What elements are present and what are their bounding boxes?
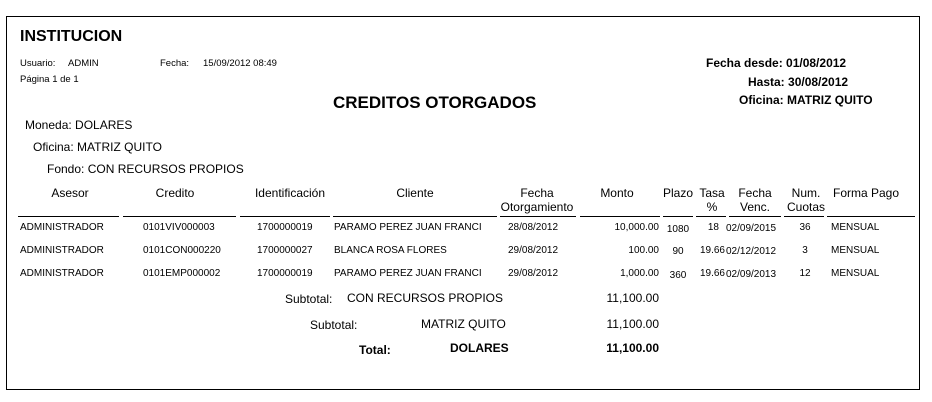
cell-installments: 3 — [802, 245, 808, 256]
cell-client: PARAMO PEREZ JUAN FRANCI — [334, 268, 482, 279]
cell-rate: 18 — [707, 222, 719, 233]
col-amount: Monto — [600, 186, 634, 200]
subtotal-fund-label: Subtotal: — [285, 292, 333, 306]
header-rule — [729, 216, 781, 217]
col-rate: Tasa % — [699, 186, 725, 214]
cell-identification: 1700000019 — [257, 268, 313, 279]
col-installments: Num. Cuotas — [786, 186, 826, 214]
header-rule — [333, 216, 497, 217]
header-rule — [580, 216, 660, 217]
cell-amount: 1,000.00 — [620, 268, 659, 279]
from-date: Fecha desde: 01/08/2012 — [706, 56, 847, 70]
cell-advisor: ADMINISTRADOR — [20, 245, 104, 256]
header-rule — [500, 216, 576, 217]
header-rule — [696, 216, 726, 217]
report-frame — [6, 16, 920, 390]
cell-amount: 10,000.00 — [614, 222, 659, 233]
date-label: Fecha: — [160, 58, 190, 69]
cell-grant-date: 28/08/2012 — [508, 222, 559, 233]
cell-rate: 19.66 — [699, 245, 725, 256]
cell-rate: 19.66 — [699, 268, 725, 279]
subtotal-office-name: MATRIZ QUITO — [421, 317, 506, 331]
cell-advisor: ADMINISTRADOR — [20, 222, 104, 233]
office-filter: Oficina: MATRIZ QUITO — [739, 93, 873, 107]
header-rule — [784, 216, 824, 217]
cell-payment: MENSUAL — [831, 222, 880, 233]
cell-client: BLANCA ROSA FLORES — [334, 245, 447, 256]
total-label: Total: — [359, 343, 391, 357]
currency-group: Moneda: DOLARES — [25, 118, 133, 132]
col-payment: Forma Pago — [832, 186, 900, 200]
cell-installments: 36 — [799, 222, 811, 233]
cell-identification: 1700000027 — [257, 245, 313, 256]
cell-credit: 0101VIV000003 — [143, 222, 215, 233]
office-group: Oficina: MATRIZ QUITO — [33, 140, 162, 154]
cell-due-date: 02/09/2015 — [726, 223, 777, 234]
report-title: CREDITOS OTORGADOS — [333, 93, 537, 112]
cell-payment: MENSUAL — [831, 268, 880, 279]
cell-credit: 0101CON000220 — [143, 245, 221, 256]
col-term: Plazo — [662, 186, 694, 200]
cell-payment: MENSUAL — [831, 245, 880, 256]
user-label: Usuario: — [20, 58, 56, 69]
header-rule — [123, 216, 236, 217]
col-due-date: Fecha Venc. — [738, 186, 772, 214]
user-value: ADMIN — [68, 58, 99, 69]
fund-group: Fondo: CON RECURSOS PROPIOS — [47, 162, 244, 176]
subtotal-office-label: Subtotal: — [310, 318, 358, 332]
cell-credit: 0101EMP000002 — [143, 268, 221, 279]
cell-installments: 12 — [799, 268, 811, 279]
cell-grant-date: 29/08/2012 — [508, 245, 559, 256]
subtotal-fund-value: 11,100.00 — [606, 291, 659, 305]
cell-advisor: ADMINISTRADOR — [20, 268, 104, 279]
col-identification: Identificación — [254, 186, 326, 200]
cell-due-date: 02/09/2013 — [726, 269, 777, 280]
total-value: 11,100.00 — [606, 341, 659, 355]
header-rule — [663, 216, 693, 217]
col-client: Cliente — [396, 186, 434, 200]
cell-identification: 1700000019 — [257, 222, 313, 233]
page-indicator: Página 1 de 1 — [20, 74, 79, 85]
total-name: DOLARES — [450, 341, 509, 355]
cell-grant-date: 29/08/2012 — [508, 268, 559, 279]
date-value: 15/09/2012 08:49 — [203, 58, 277, 69]
header-rule — [827, 216, 915, 217]
cell-term: 360 — [669, 270, 687, 281]
subtotal-fund-name: CON RECURSOS PROPIOS — [347, 291, 504, 305]
cell-due-date: 02/12/2012 — [726, 246, 777, 257]
col-advisor: Asesor — [51, 186, 89, 200]
header-rule — [240, 216, 330, 217]
header-rule — [18, 216, 119, 217]
cell-term: 1080 — [666, 224, 690, 235]
cell-term: 90 — [672, 246, 684, 257]
subtotal-office-value: 11,100.00 — [606, 317, 659, 331]
col-credit: Credito — [155, 186, 195, 200]
institution-name: INSTITUCION — [20, 28, 123, 45]
cell-client: PARAMO PEREZ JUAN FRANCI — [334, 222, 482, 233]
cell-amount: 100.00 — [628, 245, 659, 256]
to-date: Hasta: 30/08/2012 — [748, 75, 849, 89]
col-grant-date: Fecha Otorgamiento — [500, 186, 574, 214]
